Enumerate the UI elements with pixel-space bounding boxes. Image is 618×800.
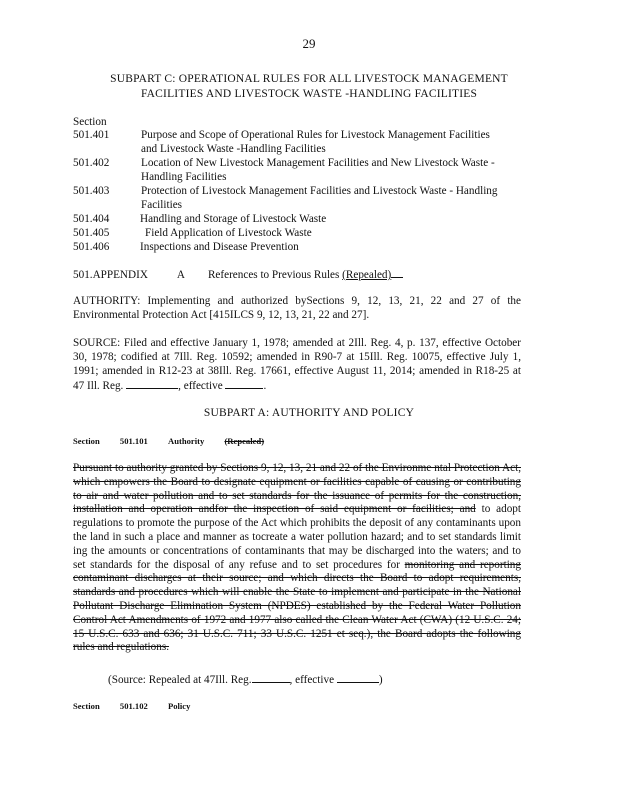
toc-entry-number: 501.405 — [73, 227, 110, 239]
toc-entry-number: 501.406 — [73, 241, 110, 253]
repeal-source-mid: , effective — [289, 674, 335, 686]
source-text: SOURCE: Filed and effective January 1, 1978; amended at 2Ill. Reg. 4, p. 137, effective October 30, 1978; codified at 7Ill. Reg. 10592; amended in R90-7 at 15Ill. Reg. 10075, effective July 1, 1991; amended in R12-23 at 38Ill. Reg. 17661, effective August 11, 2014; amended in R18-25 at 47 Ill. Reg. — [73, 337, 521, 393]
subpart-c-heading-line1: SUBPART C: OPERATIONAL RULES FOR ALL LIVESTOCK MANAGEMENT — [110, 73, 508, 85]
appendix-repealed: (Repealed) — [342, 269, 392, 281]
toc-entry-title: Field Application of Livestock Waste — [145, 227, 312, 239]
source-end: . — [263, 380, 267, 393]
section-101-heading — [73, 435, 264, 447]
appendix-entry — [73, 267, 533, 282]
toc-entry-title: Inspections and Disease Prevention — [140, 241, 299, 253]
struck-text-2: monitoring and reporting contaminant discharges at their source; and which directs the Board to adopt requirements, standards and procedures which will enable the State to implement and participate in the National Pollutant Discharge Elimination System (NPDES) established by the Federal Water Pollution Control Act Amendments of 1972 and 1977 also called the Clean Water Act (CWA) (12 U.S.C. 24; 15 U.S.C. 633 and 636; 31 U.S.C. 711; 33 U.S.C. 1251 et seq.), the Board adopts the following rules and regulations. — [73, 558, 521, 654]
body-plain-text: to adopt regulations to promote the purpose of the Act which prohibits the deposit of any contaminants upon the land in such a place and manner as tocreate a water pollution hazard; and to set standards limit ing the amounts or concentrations of contaminants that may be discharged into the waters; and to set standards for the disposal of any refuse and to set procedures for — [73, 503, 521, 571]
source-mid: , effective — [178, 380, 223, 393]
toc-entry-number: 501.404 — [73, 213, 110, 225]
section-101-label: Section — [73, 436, 100, 446]
section-101-repealed: (Repealed) — [224, 436, 265, 446]
repeal-source-start: (Source: Repealed at 47Ill. Reg. — [108, 674, 252, 686]
section-102-label: Section — [73, 701, 100, 711]
toc-entry-title: Handling and Storage of Livestock Waste — [140, 213, 327, 225]
page-number: 29 — [302, 36, 316, 51]
appendix-letter: A — [176, 269, 185, 281]
section-101-body — [73, 462, 521, 655]
struck-text-1: Pursuant to authority granted by Sections 9, 12, 13, 21 and 22 of the Environme ntal Protection Act, which empowers the Board to designate equipment or facilities capable of causing or contributing to air and water pollution and to set standards for the issuance of permits for the construction, installation and operation andfor the inspection of said equipment or facilities; and — [73, 462, 521, 516]
section-label: Section — [73, 116, 107, 128]
authority-note: AUTHORITY: Implementing and authorized bySections 9, 12, 13, 21, 22 and 27 of the Environmental Protection Act [415ILCS 9, 12, 13, 21, 22 and 27]. — [73, 295, 521, 321]
subpart-c-heading-line2: FACILITIES AND LIVESTOCK WASTE -HANDLING FACILITIES — [140, 88, 478, 100]
section-101-name: Authority — [167, 436, 205, 446]
subpart-a-heading: SUBPART A: AUTHORITY AND POLICY — [203, 407, 415, 419]
toc-entry-title: Protection of Livestock Management Facilities and Livestock Waste - Handling Facilities — [141, 185, 498, 211]
section-101-number: 501.101 — [119, 436, 148, 446]
appendix-number: 501.APPENDIX — [73, 269, 148, 281]
appendix-title: References to Previous Rules — [207, 269, 343, 281]
toc-entry-number: 501.402 — [73, 157, 110, 169]
section-102-number: 501.102 — [119, 701, 148, 711]
source-note — [73, 337, 521, 394]
toc-entry-title: Location of New Livestock Management Facilities and New Livestock Waste -Handling Facilities — [141, 157, 495, 183]
section-102-name: Policy — [167, 701, 191, 711]
toc-entry-number: 501.401 — [73, 129, 110, 141]
section-102-heading — [73, 700, 208, 712]
repeal-source-note — [108, 672, 528, 687]
toc-entry-number: 501.403 — [73, 185, 110, 197]
repeal-source-end: ) — [378, 674, 383, 686]
toc-entry-title: Purpose and Scope of Operational Rules for Livestock Management Facilities and Livestock Waste -Handling Facilities — [141, 129, 490, 155]
